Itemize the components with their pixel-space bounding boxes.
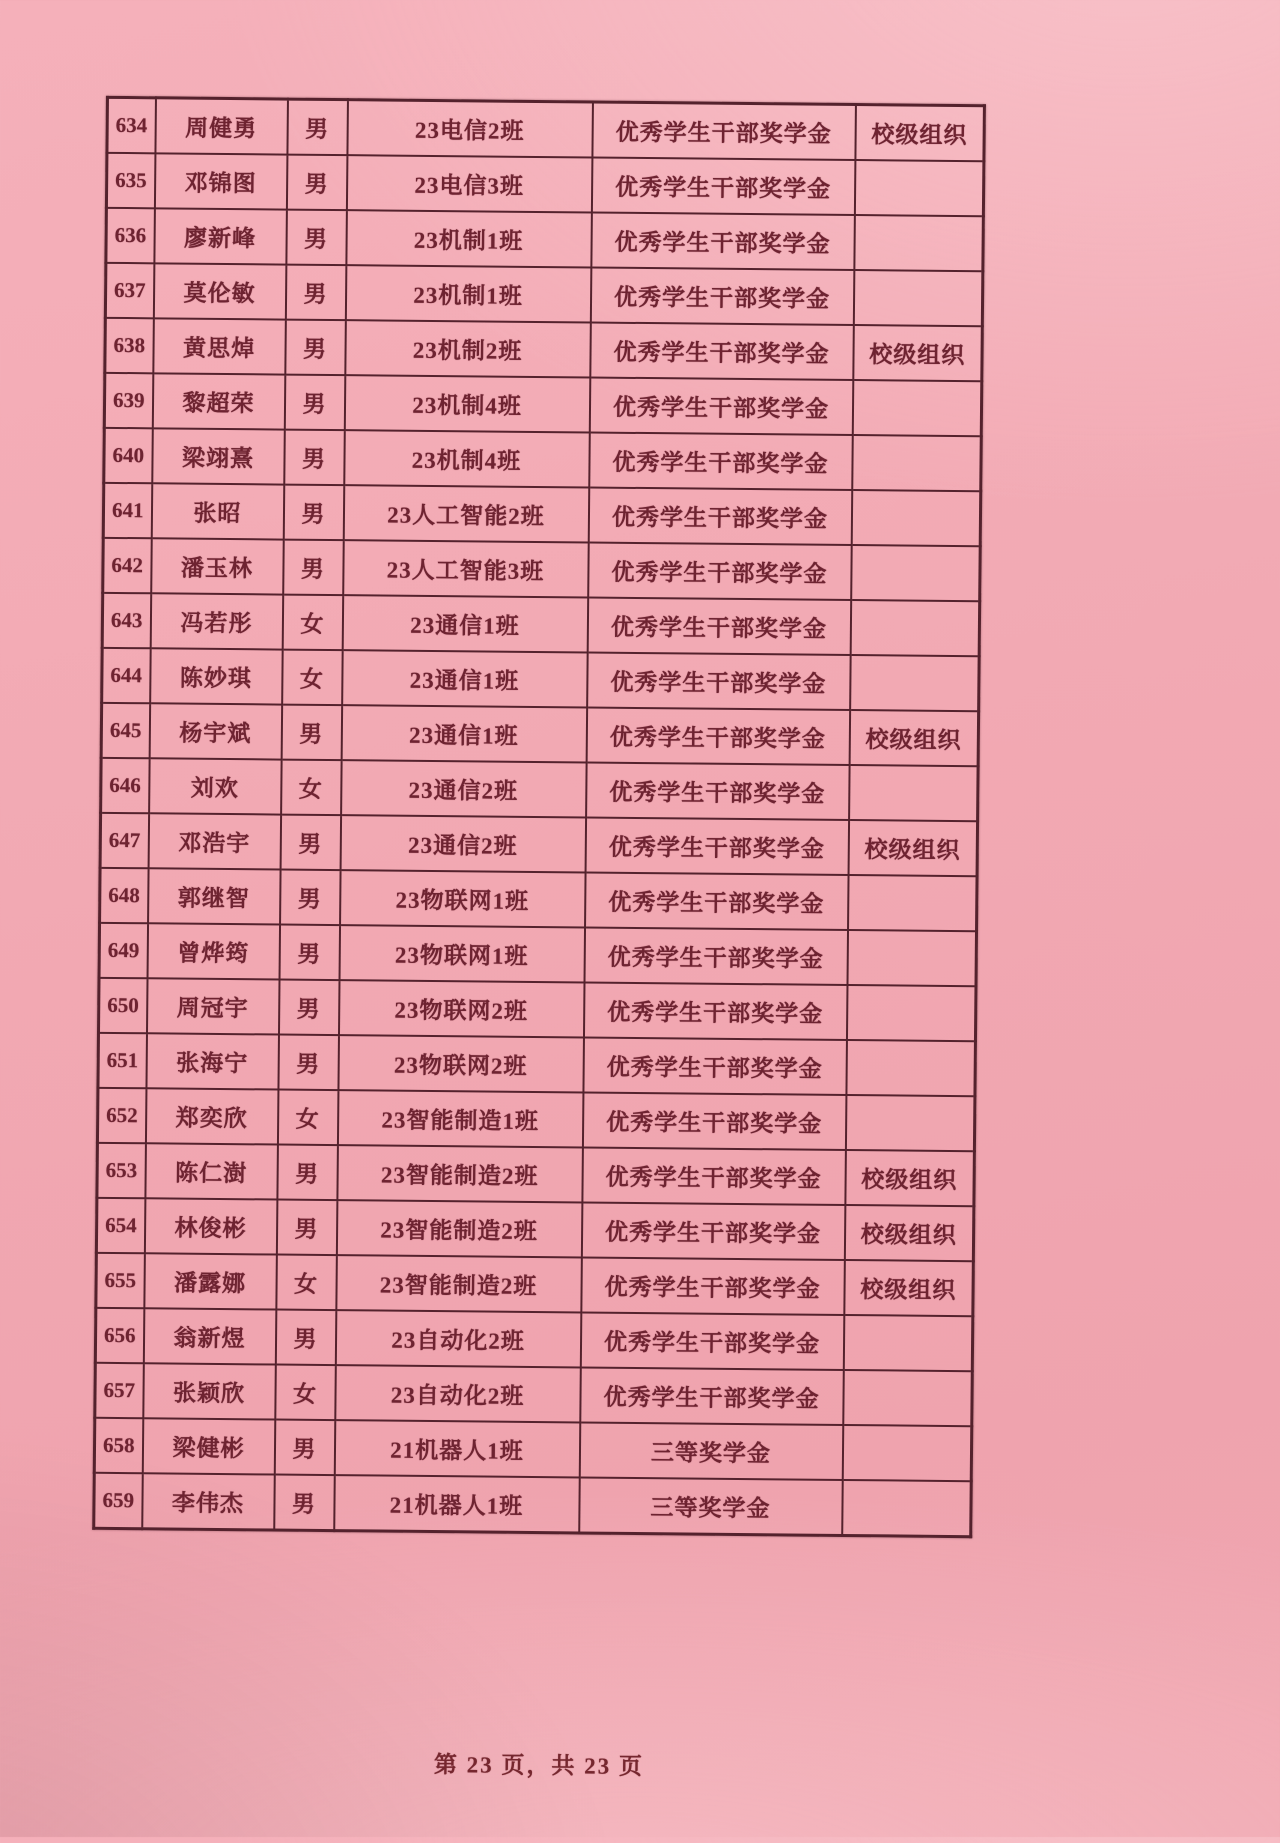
student-name-cell: 廖新峰 [154,208,287,264]
gender-cell: 男 [286,155,347,211]
row-number-cell: 653 [97,1143,146,1198]
class-cell: 23自动化2班 [335,1365,581,1422]
remark-cell: 校级组织 [855,105,985,162]
table-row [104,373,981,436]
remark-cell [848,875,978,931]
award-cell: 优秀学生干部奖学金 [583,1037,847,1095]
gender-cell: 男 [275,1310,336,1366]
row-number-cell: 642 [103,538,152,593]
award-cell: 优秀学生干部奖学金 [591,213,855,271]
student-name-cell: 梁翊熹 [152,428,285,484]
class-cell: 23智能制造1班 [337,1090,583,1147]
gender-cell: 女 [275,1365,336,1421]
remark-cell [849,765,979,821]
award-cell: 优秀学生干部奖学金 [585,817,849,875]
remark-cell [854,160,984,216]
row-number-cell: 638 [105,318,154,373]
gender-cell: 男 [279,925,340,981]
roster-table-body [94,97,985,1536]
row-number-cell: 647 [100,813,149,868]
student-name-cell: 潘露娜 [144,1253,277,1309]
student-name-cell: 潘玉林 [151,538,284,594]
class-cell: 23通信1班 [342,650,588,707]
award-cell: 优秀学生干部奖学金 [582,1147,846,1205]
student-name-cell: 曾烨筠 [147,923,280,979]
award-cell: 优秀学生干部奖学金 [591,158,855,216]
table-row [95,1363,972,1426]
row-number-cell: 659 [94,1473,143,1529]
award-cell: 优秀学生干部奖学金 [586,707,850,765]
row-number-cell: 654 [96,1198,145,1253]
table-row [107,97,984,161]
remark-cell [843,1315,973,1371]
table-row [96,1253,973,1316]
gender-cell: 男 [286,210,347,266]
gender-cell: 男 [276,1200,337,1256]
scholarship-roster-table [92,96,986,1538]
award-cell: 优秀学生干部奖学金 [590,323,854,381]
award-cell: 优秀学生干部奖学金 [582,1092,846,1150]
award-cell: 优秀学生干部奖学金 [589,377,853,435]
class-cell: 23通信1班 [341,705,587,762]
gender-cell: 女 [276,1255,337,1311]
student-name-cell: 李伟杰 [142,1473,275,1530]
remark-cell [846,1040,976,1096]
award-cell: 优秀学生干部奖学金 [580,1312,844,1370]
award-cell: 优秀学生干部奖学金 [581,1202,845,1260]
table-row [102,648,979,711]
class-cell: 21机器人1班 [334,1420,580,1477]
award-cell: 优秀学生干部奖学金 [590,268,854,326]
award-cell: 优秀学生干部奖学金 [585,872,849,930]
row-number-cell: 652 [97,1088,146,1143]
row-number-cell: 646 [101,758,150,813]
row-number-cell: 655 [96,1253,145,1308]
table-row [100,868,977,931]
student-name-cell: 陈妙琪 [150,648,283,704]
remark-cell [847,930,977,986]
table-row [103,538,980,601]
gender-cell: 女 [281,760,342,816]
row-number-cell: 644 [102,648,151,703]
award-cell: 优秀学生干部奖学金 [588,487,852,545]
row-number-cell: 640 [104,428,153,483]
table-row [106,208,983,271]
remark-cell [851,545,981,601]
student-name-cell: 张海宁 [146,1033,279,1089]
row-number-cell: 643 [102,593,151,648]
row-number-cell: 649 [99,923,148,978]
table-row [106,153,983,216]
row-number-cell: 637 [105,263,154,318]
row-number-cell: 658 [94,1418,143,1473]
gender-cell: 男 [285,320,346,376]
row-number-cell: 650 [98,978,147,1033]
class-cell: 23机制2班 [345,320,591,377]
student-name-cell: 周冠宇 [146,978,279,1034]
remark-cell [852,380,982,436]
gender-cell: 男 [280,815,341,871]
student-name-cell: 张昭 [151,483,284,539]
student-name-cell: 邓浩宇 [148,813,281,869]
page-number-footer: 第 23 页，共 23 页 [433,1752,645,1780]
row-number-cell: 648 [100,868,149,923]
remark-cell [854,215,984,271]
award-cell: 优秀学生干部奖学金 [588,542,852,600]
student-name-cell: 郭继智 [148,868,281,924]
gender-cell: 男 [274,1420,335,1476]
award-cell: 三等奖学金 [579,1477,843,1535]
gender-cell: 男 [287,99,348,155]
remark-cell: 校级组织 [853,325,983,381]
class-cell: 23机制4班 [344,430,590,487]
class-cell: 23机制1班 [346,210,592,267]
award-cell: 优秀学生干部奖学金 [583,982,847,1040]
award-cell: 优秀学生干部奖学金 [589,432,853,490]
student-name-cell: 冯若彤 [150,593,283,649]
remark-cell [842,1480,972,1537]
student-name-cell: 郑奕欣 [145,1088,278,1144]
class-cell: 23智能制造2班 [336,1255,582,1312]
row-number-cell: 657 [95,1363,144,1418]
gender-cell: 女 [277,1090,338,1146]
table-row [105,318,982,381]
table-row [105,263,982,326]
class-cell: 23智能制造2班 [337,1145,583,1202]
class-cell: 23自动化2班 [335,1310,581,1367]
student-name-cell: 黄思焯 [153,318,286,374]
remark-cell [850,655,980,711]
remark-cell: 校级组织 [845,1150,975,1206]
remark-cell [843,1370,973,1426]
table-row [98,978,975,1041]
table-row [104,428,981,491]
gender-cell: 男 [283,485,344,541]
class-cell: 23机制4班 [344,375,590,432]
row-number-cell: 639 [104,373,153,428]
table-row [97,1143,974,1206]
student-name-cell: 黎超荣 [152,373,285,429]
award-cell: 优秀学生干部奖学金 [587,597,851,655]
student-name-cell: 陈仁澍 [145,1143,278,1199]
student-name-cell: 张颖欣 [143,1363,276,1419]
class-cell: 23电信3班 [346,155,592,212]
student-name-cell: 林俊彬 [144,1198,277,1254]
award-cell: 优秀学生干部奖学金 [592,102,856,160]
remark-cell [846,985,976,1041]
gender-cell: 男 [283,540,344,596]
award-cell: 优秀学生干部奖学金 [587,652,851,710]
class-cell: 23物联网2班 [338,1035,584,1092]
gender-cell: 男 [285,265,346,321]
table-row [95,1308,972,1371]
award-cell: 三等奖学金 [579,1422,843,1480]
row-number-cell: 641 [103,483,152,538]
row-number-cell: 645 [101,703,150,758]
gender-cell: 男 [284,430,345,486]
gender-cell: 男 [284,375,345,431]
student-name-cell: 邓锦图 [154,153,287,209]
remark-cell: 校级组织 [848,820,978,876]
gender-cell: 女 [282,650,343,706]
class-cell: 23人工智能3班 [343,540,589,597]
gender-cell: 女 [282,595,343,651]
table-row [97,1088,974,1151]
class-cell: 23通信2班 [341,760,587,817]
student-name-cell: 杨宇斌 [149,703,282,759]
class-cell: 23电信2班 [347,100,593,158]
student-name-cell: 梁健彬 [142,1418,275,1474]
table-row [102,593,979,656]
remark-cell [842,1425,972,1481]
student-name-cell: 刘欢 [149,758,282,814]
remark-cell [850,600,980,656]
class-cell: 23物联网2班 [338,980,584,1037]
remark-cell: 校级组织 [844,1205,974,1261]
row-number-cell: 634 [107,97,156,153]
row-number-cell: 651 [98,1033,147,1088]
table-row [96,1198,973,1261]
remark-cell: 校级组织 [844,1260,974,1316]
award-cell: 优秀学生干部奖学金 [581,1257,845,1315]
table-row [98,1033,975,1096]
class-cell: 23通信2班 [340,815,586,872]
student-name-cell: 莫伦敏 [153,263,286,319]
remark-cell [851,490,981,546]
class-cell: 23物联网1班 [339,925,585,982]
table-row [100,813,977,876]
class-cell: 23智能制造2班 [336,1200,582,1257]
remark-cell [852,435,982,491]
award-cell: 优秀学生干部奖学金 [580,1367,844,1425]
class-cell: 23机制1班 [345,265,591,322]
gender-cell: 男 [277,1145,338,1201]
student-name-cell: 周健勇 [155,98,288,155]
remark-cell [853,270,983,326]
remark-cell [845,1095,975,1151]
row-number-cell: 636 [106,208,155,263]
table-row [103,483,980,546]
gender-cell: 男 [278,1035,339,1091]
student-name-cell: 翁新煜 [143,1308,276,1364]
class-cell: 21机器人1班 [334,1475,580,1533]
table-row [101,703,978,766]
remark-cell: 校级组织 [849,710,979,766]
award-cell: 优秀学生干部奖学金 [586,762,850,820]
gender-cell: 男 [281,705,342,761]
award-cell: 优秀学生干部奖学金 [584,927,848,985]
class-cell: 23通信1班 [342,595,588,652]
table-row [94,1418,971,1481]
table-row [99,923,976,986]
table-row [101,758,978,821]
row-number-cell: 635 [106,153,155,208]
row-number-cell: 656 [95,1308,144,1363]
class-cell: 23人工智能2班 [343,485,589,542]
gender-cell: 男 [280,870,341,926]
gender-cell: 男 [278,980,339,1036]
table-row [94,1473,971,1537]
class-cell: 23物联网1班 [340,870,586,927]
gender-cell: 男 [274,1475,335,1531]
